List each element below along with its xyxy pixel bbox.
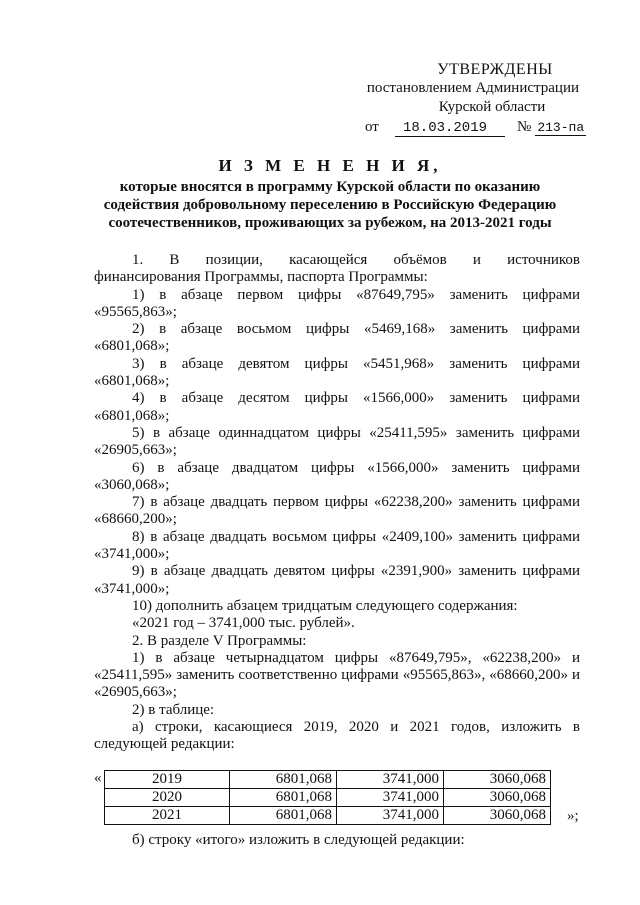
section-2-item-2b: б) строку «итого» изложить в следующей редакции:	[132, 832, 465, 848]
table-cell: 3741,000	[337, 771, 444, 789]
item-7	[94, 494, 580, 529]
item-8-line-2: «3741,000»;	[94, 546, 170, 563]
heading-subtitle-3: соотечественников, проживающих за рубежом, на 2013-2021 годы	[108, 215, 552, 231]
item-4	[94, 390, 580, 425]
item-5-line-2: «26905,663»;	[94, 442, 177, 459]
item-10: 10) дополнить абзацем тридцатым следующего содержания:	[132, 597, 518, 614]
approval-line-2: Курской области	[438, 99, 546, 115]
table-cell: 2020	[105, 789, 230, 807]
item-8	[94, 529, 580, 564]
approval-date: 18.03.2019	[395, 121, 505, 137]
item-2-line-1: 2) в абзаце восьмом цифры «5469,168» заменить цифрами	[132, 321, 580, 338]
item-6-line-2: «3060,068»;	[94, 476, 170, 493]
table-row	[105, 807, 551, 825]
item-7-line-1: 7) в абзаце двадцать первом цифры «62238,200» заменить цифрами	[132, 494, 580, 511]
item-3-line-2: «6801,068»;	[94, 373, 170, 390]
item-6	[94, 460, 580, 495]
item-6-line-1: 6) в абзаце двадцатом цифры «1566,000» заменить цифрами	[132, 459, 580, 476]
section-2-item-1	[94, 650, 580, 702]
table-cell: 3741,000	[337, 789, 444, 807]
heading-subtitle-2: содействия добровольному переселению в Российскую Федерацию	[103, 197, 557, 213]
item-3	[94, 356, 580, 391]
item-4-line-2: «6801,068»;	[94, 407, 170, 424]
item-10-quote: «2021 год – 3741,000 тыс. рублей».	[132, 615, 355, 632]
paragraph-1	[94, 252, 580, 287]
amendment-table-wrap	[94, 770, 579, 825]
document-heading	[90, 157, 570, 232]
table-cell: 3741,000	[337, 807, 444, 825]
paragraph-1-line-1: 1. В позиции, касающейся объёмов и источников	[132, 252, 580, 268]
table-cell: 2021	[105, 807, 230, 825]
section-2-item-1-line-3: «26905,663»;	[94, 684, 177, 701]
paragraph-1-line-2: финансирования Программы, паспорта Программы:	[94, 269, 428, 286]
date-prefix: от	[365, 119, 379, 135]
section-2-heading: 2. В разделе V Программы:	[132, 632, 307, 649]
item-1-line-1: 1) в абзаце первом цифры «87649,795» заменить цифрами	[132, 286, 580, 303]
item-5-line-1: 5) в абзаце одиннадцатом цифры «25411,595» заменить цифрами	[132, 424, 580, 441]
document-body	[94, 252, 580, 754]
section-2-item-1-line-2: «25411,595» заменить соответственно цифрами «95565,863», «68660,200» и	[94, 667, 580, 684]
section-2-item-1-line-1: 1) в абзаце четырнадцатом цифры «87649,795», «62238,200» и	[132, 649, 580, 666]
item-5	[94, 425, 580, 460]
approval-stamp	[365, 60, 605, 137]
item-1	[94, 287, 580, 322]
section-2-item-2a-line-2: следующей редакции:	[94, 736, 235, 753]
approval-line-1: постановлением Администрации	[366, 80, 579, 96]
table-open-quote: «	[94, 770, 102, 786]
table-cell: 3060,068	[444, 807, 551, 825]
amendment-table	[104, 770, 551, 825]
table-row	[105, 771, 551, 789]
item-1-line-2: «95565,863»;	[94, 303, 177, 320]
item-9	[94, 563, 580, 598]
number-prefix: №	[517, 119, 532, 135]
item-7-line-2: «68660,200»;	[94, 511, 177, 528]
approval-date-line	[365, 118, 605, 137]
heading-subtitle-1: которые вносятся в программу Курской области по оказанию	[119, 179, 541, 195]
table-cell: 3060,068	[444, 789, 551, 807]
table-cell: 6801,068	[230, 771, 337, 789]
item-9-line-1: 9) в абзаце двадцать девятом цифры «2391,900» заменить цифрами	[132, 563, 580, 580]
item-8-line-1: 8) в абзаце двадцать восьмом цифры «2409,100» заменить цифрами	[132, 528, 580, 545]
section-2-item-2a	[94, 719, 580, 754]
table-row	[105, 789, 551, 807]
item-4-line-1: 4) в абзаце десятом цифры «1566,000» заменить цифрами	[132, 390, 580, 407]
table-cell: 3060,068	[444, 771, 551, 789]
table-cell: 2019	[105, 771, 230, 789]
item-2	[94, 321, 580, 356]
table-cell: 6801,068	[230, 789, 337, 807]
table-close-quote: »;	[567, 808, 579, 824]
item-3-line-1: 3) в абзаце девятом цифры «5451,968» заменить цифрами	[132, 355, 580, 372]
heading-title: И З М Е Н Е Н И Я,	[218, 156, 442, 175]
section-2-item-2: 2) в таблице:	[132, 701, 215, 718]
table-cell: 6801,068	[230, 807, 337, 825]
approval-number: 213-па	[537, 120, 585, 135]
section-2-item-2a-line-1: а) строки, касающиеся 2019, 2020 и 2021 годов, изложить в	[132, 719, 580, 736]
item-2-line-2: «6801,068»;	[94, 338, 170, 355]
item-9-line-2: «3741,000»;	[94, 580, 170, 597]
approval-title: УТВЕРЖДЕНЫ	[437, 61, 553, 78]
